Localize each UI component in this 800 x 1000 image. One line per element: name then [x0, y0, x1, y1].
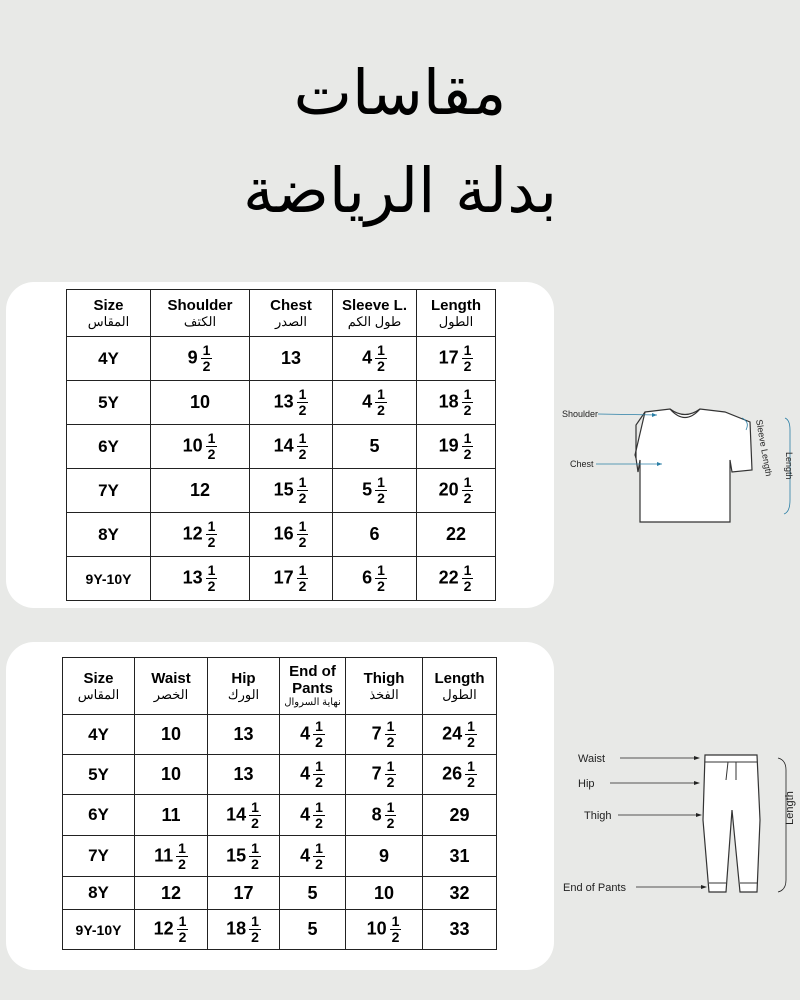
size-cell: 7Y [63, 836, 135, 877]
value-cell [423, 755, 497, 795]
hip-label: Hip [578, 778, 595, 790]
whole-number: 26 [442, 763, 463, 784]
header-en: Shoulder [167, 296, 233, 314]
size-cell: 4Y [67, 337, 151, 381]
end-of-pants-label: End of Pants [563, 882, 626, 894]
whole-number: 7 [371, 763, 382, 784]
value-cell [417, 557, 496, 601]
fraction [462, 475, 474, 506]
table-row [67, 425, 496, 469]
size-cell: 6Y [63, 795, 135, 836]
whole-number: 13 [182, 567, 203, 588]
fraction [249, 800, 261, 831]
fraction [390, 914, 402, 945]
denominator: 2 [463, 402, 472, 418]
numerator: 1 [377, 342, 385, 358]
value-cell [417, 381, 496, 425]
header-en: Size [83, 669, 114, 687]
size-cell: 8Y [63, 877, 135, 910]
numerator: 1 [298, 562, 307, 578]
column-header [346, 658, 423, 715]
bottom-size-table [62, 657, 497, 950]
value-cell [250, 469, 333, 513]
pants-diagram [560, 740, 800, 900]
fraction [313, 759, 325, 790]
chest-label: Chest [570, 459, 594, 469]
header-en: Length [434, 669, 485, 687]
whole-number: 20 [438, 479, 459, 500]
sleeve-label: Sleeve Length [754, 418, 774, 478]
column-header [333, 290, 417, 337]
header-ar: طول الكم [347, 313, 402, 329]
value-cell: 5 [280, 910, 346, 950]
numerator: 1 [298, 430, 307, 446]
header-en: Length [431, 296, 481, 314]
value-cell: 5 [280, 877, 346, 910]
pants-icon [560, 740, 800, 900]
denominator: 2 [386, 814, 395, 831]
denominator: 2 [251, 929, 259, 945]
size-cell: 9Y-10Y [67, 557, 151, 601]
header-en: Hip [231, 669, 256, 687]
size-cell: 7Y [67, 469, 151, 513]
waist-label: Waist [578, 753, 606, 765]
table-row [67, 381, 496, 425]
denominator: 2 [207, 578, 216, 594]
denominator: 2 [463, 490, 472, 506]
value-cell [151, 425, 250, 469]
whole-number: 5 [362, 479, 373, 500]
value-cell: 12 [151, 469, 250, 513]
header-ar: المقاس [77, 686, 120, 702]
value-cell [208, 910, 280, 950]
value-cell [346, 795, 423, 836]
denominator: 2 [315, 774, 323, 790]
value-cell: 12 [135, 877, 208, 910]
numerator: 1 [463, 474, 472, 490]
top-size-table [66, 289, 496, 601]
whole-number: 10 [366, 918, 387, 939]
fraction [375, 387, 387, 418]
numerator: 1 [178, 839, 186, 856]
size-cell: 4Y [63, 715, 135, 755]
denominator: 2 [463, 358, 472, 374]
fraction [249, 914, 261, 945]
size-cell: 6Y [67, 425, 151, 469]
bottom-table-body [63, 715, 497, 950]
value-cell [208, 836, 280, 877]
column-header [151, 290, 250, 337]
whole-number: 13 [273, 391, 294, 412]
value-cell [346, 755, 423, 795]
numerator: 1 [463, 386, 472, 402]
numerator: 1 [386, 718, 395, 734]
numerator: 1 [207, 518, 216, 534]
denominator: 2 [391, 929, 400, 945]
whole-number: 4 [362, 391, 373, 412]
fraction [385, 719, 397, 750]
fraction [462, 563, 474, 594]
header-ar: الخصر [153, 686, 189, 702]
column-header [280, 658, 346, 715]
numerator: 1 [391, 913, 400, 929]
header-en: End of Pants [289, 663, 336, 697]
whole-number: 12 [153, 918, 174, 939]
whole-number: 7 [371, 723, 382, 744]
denominator: 2 [377, 358, 385, 374]
table-row [63, 877, 497, 910]
value-cell [250, 381, 333, 425]
whole-number: 22 [438, 567, 459, 588]
denominator: 2 [251, 855, 259, 872]
whole-number: 4 [300, 763, 311, 784]
whole-number: 15 [226, 844, 247, 865]
numerator: 1 [251, 913, 259, 929]
value-cell [417, 425, 496, 469]
denominator: 2 [315, 814, 323, 831]
whole-number: 19 [438, 435, 459, 456]
fraction [375, 343, 387, 374]
fraction [297, 563, 309, 594]
fraction [297, 475, 309, 506]
denominator: 2 [207, 534, 216, 550]
header-ar: الفخذ [369, 686, 399, 702]
length-label: Length [784, 452, 794, 480]
value-cell: 33 [423, 910, 497, 950]
fraction [385, 800, 397, 831]
value-cell [346, 910, 423, 950]
value-cell: 13 [208, 755, 280, 795]
value-cell [151, 557, 250, 601]
value-cell: 6 [333, 513, 417, 557]
whole-number: 4 [300, 844, 311, 865]
whole-number: 4 [362, 347, 373, 368]
table-row [63, 715, 497, 755]
fraction [297, 387, 309, 418]
header-ar: المقاس [87, 313, 130, 329]
value-cell [346, 715, 423, 755]
denominator: 2 [315, 734, 323, 750]
fraction [462, 343, 474, 374]
numerator: 1 [251, 798, 259, 815]
denominator: 2 [467, 774, 475, 790]
header-ar: نهاية السروال [284, 697, 341, 708]
fraction [465, 719, 477, 750]
value-cell: 29 [423, 795, 497, 836]
value-cell: 9 [346, 836, 423, 877]
value-cell: 13 [250, 337, 333, 381]
whole-number: 17 [273, 567, 294, 588]
denominator: 2 [298, 490, 307, 506]
numerator: 1 [467, 718, 475, 734]
denominator: 2 [251, 814, 259, 831]
title-line-2: بدلة الرياضة [243, 154, 557, 227]
column-header [208, 658, 280, 715]
numerator: 1 [207, 430, 216, 446]
fraction [313, 719, 325, 750]
value-cell [280, 836, 346, 877]
denominator: 2 [377, 578, 385, 594]
value-cell [333, 381, 417, 425]
value-cell: 13 [208, 715, 280, 755]
fraction [297, 431, 309, 462]
table-row [63, 755, 497, 795]
numerator: 1 [207, 562, 216, 578]
numerator: 1 [315, 718, 323, 734]
whole-number: 16 [273, 523, 294, 544]
header-en: Waist [151, 669, 191, 687]
header-en: Size [93, 296, 124, 314]
fraction [176, 841, 188, 872]
value-cell [135, 836, 208, 877]
denominator: 2 [377, 490, 385, 506]
numerator: 1 [377, 474, 385, 490]
fraction [206, 519, 218, 550]
header-en: Thigh [363, 669, 405, 687]
whole-number: 18 [438, 391, 459, 412]
numerator: 1 [377, 562, 385, 578]
value-cell [333, 557, 417, 601]
numerator: 1 [202, 342, 211, 358]
fraction [249, 841, 261, 872]
whole-number: 8 [371, 803, 382, 824]
denominator: 2 [298, 534, 307, 550]
numerator: 1 [386, 758, 395, 774]
value-cell [151, 513, 250, 557]
fraction [375, 563, 387, 594]
denominator: 2 [298, 402, 307, 418]
thigh-label: Thigh [584, 810, 612, 822]
whole-number: 14 [226, 803, 247, 824]
top-table-body [67, 337, 496, 601]
whole-number: 9 [187, 347, 198, 368]
value-cell [280, 755, 346, 795]
numerator: 1 [315, 798, 323, 815]
whole-number: 6 [362, 567, 373, 588]
value-cell [280, 795, 346, 836]
whole-number: 4 [300, 803, 311, 824]
numerator: 1 [178, 913, 187, 929]
denominator: 2 [463, 446, 472, 462]
value-cell: 10 [346, 877, 423, 910]
column-header [135, 658, 208, 715]
numerator: 1 [298, 518, 307, 534]
column-header [417, 290, 496, 337]
header-ar: الكتف [183, 313, 217, 329]
value-cell [250, 425, 333, 469]
whole-number: 24 [442, 723, 463, 744]
value-cell: 22 [417, 513, 496, 557]
fraction [313, 800, 325, 831]
value-cell: 32 [423, 877, 497, 910]
denominator: 2 [386, 734, 395, 750]
table-row [63, 795, 497, 836]
whole-number: 10 [182, 435, 203, 456]
tshirt-icon [560, 400, 800, 530]
value-cell: 10 [135, 755, 208, 795]
title-line-1: مقاسات [293, 56, 507, 129]
table-row [63, 910, 497, 950]
fraction [206, 563, 218, 594]
whole-number: 15 [273, 479, 294, 500]
header-en: Chest [270, 296, 312, 314]
size-cell: 5Y [67, 381, 151, 425]
value-cell [250, 557, 333, 601]
header-ar: الطول [442, 686, 477, 702]
denominator: 2 [178, 855, 186, 872]
denominator: 2 [315, 855, 323, 872]
value-cell [250, 513, 333, 557]
header-ar: الصدر [275, 313, 307, 329]
whole-number: 11 [154, 844, 174, 865]
fraction [375, 475, 387, 506]
fraction [206, 431, 218, 462]
table-row [63, 836, 497, 877]
value-cell: 31 [423, 836, 497, 877]
denominator: 2 [463, 578, 472, 594]
value-cell: 5 [333, 425, 417, 469]
bottom-size-card [6, 642, 554, 970]
table-row [67, 337, 496, 381]
value-cell [417, 337, 496, 381]
whole-number: 14 [273, 435, 294, 456]
column-header [423, 658, 497, 715]
denominator: 2 [298, 446, 307, 462]
size-cell: 8Y [67, 513, 151, 557]
denominator: 2 [377, 402, 385, 418]
numerator: 1 [463, 342, 472, 358]
numerator: 1 [463, 430, 472, 446]
fraction [313, 841, 325, 872]
table-header-row [67, 290, 496, 337]
value-cell [333, 337, 417, 381]
value-cell [151, 337, 250, 381]
numerator: 1 [251, 839, 259, 856]
numerator: 1 [298, 386, 307, 402]
value-cell [417, 469, 496, 513]
numerator: 1 [315, 839, 323, 856]
numerator: 1 [377, 386, 385, 402]
value-cell [333, 469, 417, 513]
header-ar: الورك [227, 686, 260, 702]
denominator: 2 [467, 734, 475, 750]
header-ar: الطول [438, 313, 474, 329]
value-cell [280, 715, 346, 755]
numerator: 1 [298, 474, 307, 490]
numerator: 1 [467, 758, 475, 774]
denominator: 2 [386, 774, 395, 790]
table-header-row [63, 658, 497, 715]
fraction [385, 759, 397, 790]
value-cell: 17 [208, 877, 280, 910]
value-cell: 10 [151, 381, 250, 425]
numerator: 1 [386, 798, 395, 815]
value-cell [135, 910, 208, 950]
value-cell [208, 795, 280, 836]
fraction [177, 914, 189, 945]
size-cell: 9Y-10Y [63, 910, 135, 950]
denominator: 2 [298, 578, 307, 594]
fraction [465, 759, 477, 790]
numerator: 1 [315, 758, 323, 774]
column-header [250, 290, 333, 337]
denominator: 2 [178, 929, 187, 945]
value-cell [423, 715, 497, 755]
value-cell: 11 [135, 795, 208, 836]
fraction [297, 519, 309, 550]
numerator: 1 [463, 562, 472, 578]
top-size-card [6, 282, 554, 608]
table-row [67, 513, 496, 557]
table-row [67, 469, 496, 513]
column-header [63, 658, 135, 715]
shoulder-label: Shoulder [562, 409, 599, 419]
whole-number: 12 [182, 523, 203, 544]
value-cell: 10 [135, 715, 208, 755]
table-row [67, 557, 496, 601]
whole-number: 17 [438, 347, 459, 368]
header-en: Sleeve L. [341, 296, 408, 314]
size-cell: 5Y [63, 755, 135, 795]
fraction [201, 343, 213, 374]
denominator: 2 [207, 446, 216, 462]
whole-number: 4 [300, 723, 311, 744]
fraction [462, 387, 474, 418]
tshirt-diagram [560, 400, 800, 530]
column-header [67, 290, 151, 337]
fraction [462, 431, 474, 462]
whole-number: 18 [226, 918, 247, 939]
denominator: 2 [202, 358, 211, 374]
pants-length-label: Length [784, 791, 796, 825]
